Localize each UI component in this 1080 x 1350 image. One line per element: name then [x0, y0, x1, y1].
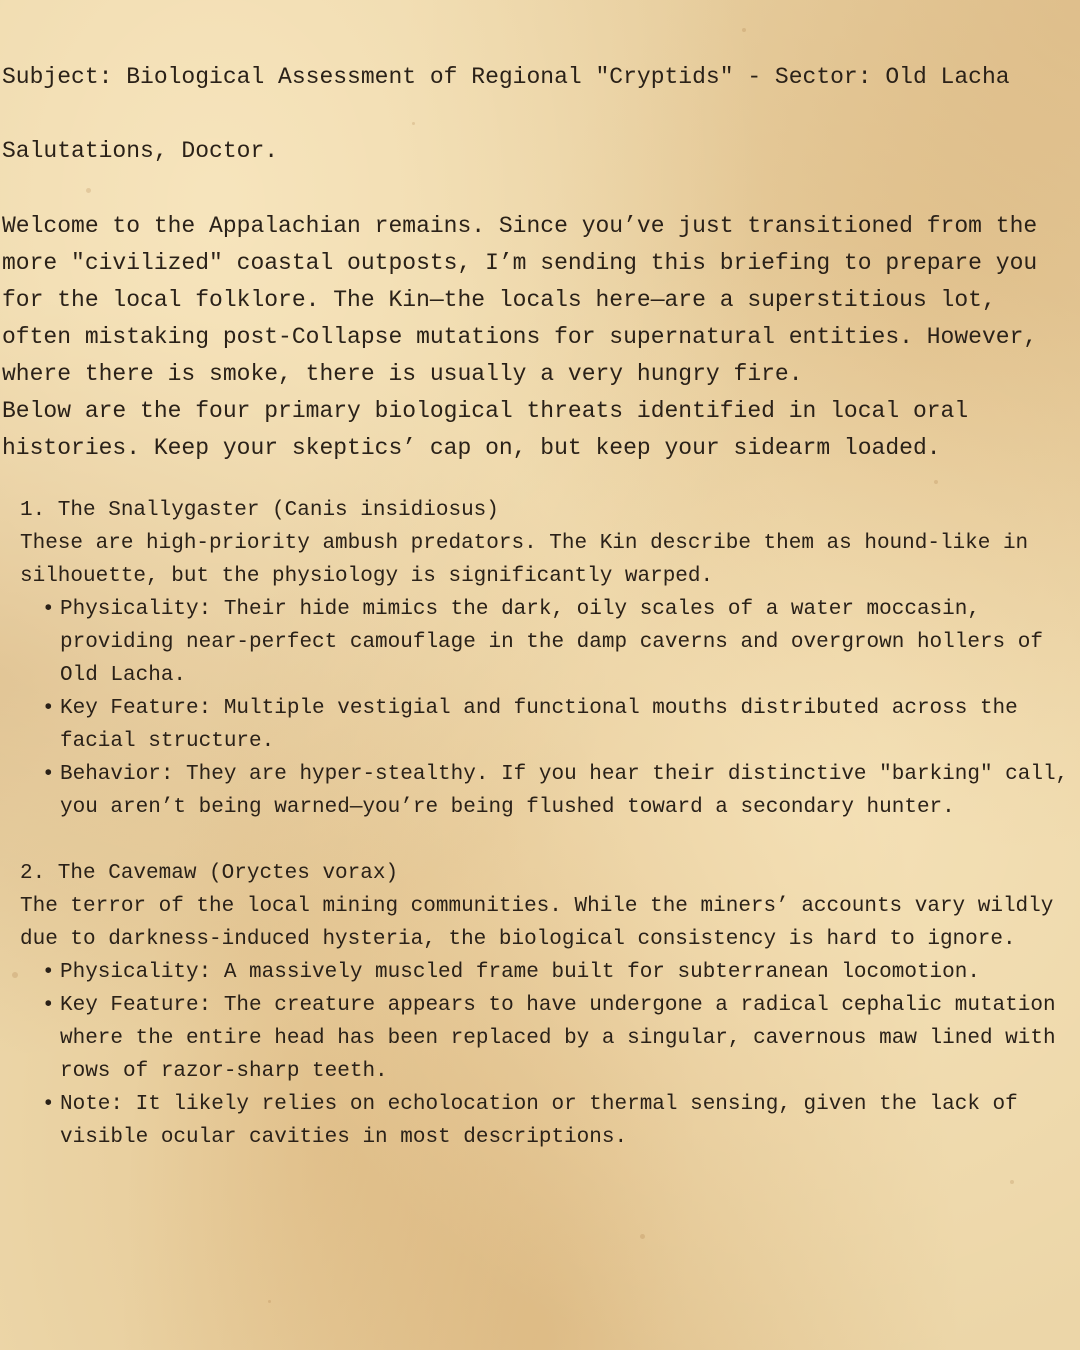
paper-speck: [268, 1300, 271, 1303]
paper-speck: [934, 480, 938, 484]
bullet-icon: •: [42, 994, 55, 1017]
list-item: [20, 956, 1076, 989]
section-description: The terror of the local mining communities. While the miners’ accounts vary wildly due to darkness-induced hysteria, the biological consistency is hard to ignore.: [20, 895, 1054, 951]
bullet-icon: •: [42, 1093, 55, 1116]
greeting: Salutations, Doctor.: [2, 138, 279, 164]
list-item-text: Physicality: A massively muscled frame built for subterranean locomotion.: [60, 961, 980, 984]
list-item: [20, 692, 1076, 758]
list-item-text: Key Feature: Multiple vestigial and functional mouths distributed across the facial structure.: [60, 697, 1018, 753]
paper-speck: [86, 188, 91, 193]
list-item-text: Physicality: Their hide mimics the dark, oily scales of a water moccasin, providing near-perfect camouflage in the damp caverns and overgrown hollers of Old Lacha.: [60, 598, 1043, 687]
section-heading: 2. The Cavemaw (Oryctes vorax): [20, 862, 399, 885]
bullet-list: [20, 593, 1076, 824]
list-item-text: Note: It likely relies on echolocation or thermal sensing, given the lack of visible ocular cavities in most descriptions.: [60, 1093, 1018, 1149]
bullet-icon: •: [42, 961, 55, 984]
section-snallygaster: [20, 494, 1076, 824]
intro-text: [2, 208, 1078, 467]
bullet-list: [20, 956, 1076, 1154]
list-item: [20, 989, 1076, 1088]
list-item: [20, 758, 1076, 824]
intro-paragraph: Welcome to the Appalachian remains. Since you’ve just transitioned from the more "civilized" coastal outposts, I’m sending this briefing to prepare you for the local folklore. The Kin—the locals here—are a superstitious lot, often mistaking post-Collapse mutations for supernatural entities. However, where there is smoke, there is usually a very hungry fire.: [2, 213, 1038, 387]
paper-speck: [640, 1234, 645, 1239]
list-item: [20, 1088, 1076, 1154]
section-description: These are high-priority ambush predators. The Kin describe them as hound-like in silhouette, but the physiology is significantly warped.: [20, 532, 1029, 588]
paper-speck: [1010, 1180, 1014, 1184]
bullet-icon: •: [42, 697, 55, 720]
intro-paragraph: Below are the four primary biological threats identified in local oral histories. Keep your skeptics’ cap on, but keep your sidearm loaded.: [2, 398, 969, 461]
bullet-icon: •: [42, 763, 55, 786]
paper-speck: [12, 972, 18, 978]
list-item: [20, 593, 1076, 692]
list-item-text: Key Feature: The creature appears to have undergone a radical cephalic mutation where the entire head has been replaced by a singular, cavernous maw lined with rows of razor-sharp teeth.: [60, 994, 1056, 1083]
paper-speck: [412, 122, 415, 125]
subject-line: Subject: Biological Assessment of Regional "Cryptids" - Sector: Old Lacha: [2, 64, 1010, 90]
section-heading: 1. The Snallygaster (Canis insidiosus): [20, 499, 499, 522]
paper-speck: [742, 28, 746, 32]
bullet-icon: •: [42, 598, 55, 621]
list-item-text: Behavior: They are hyper-stealthy. If you hear their distinctive "barking" call, you aren’t being warned—you’re being flushed toward a secondary hunter.: [60, 763, 1069, 819]
section-cavemaw: [20, 857, 1076, 1154]
